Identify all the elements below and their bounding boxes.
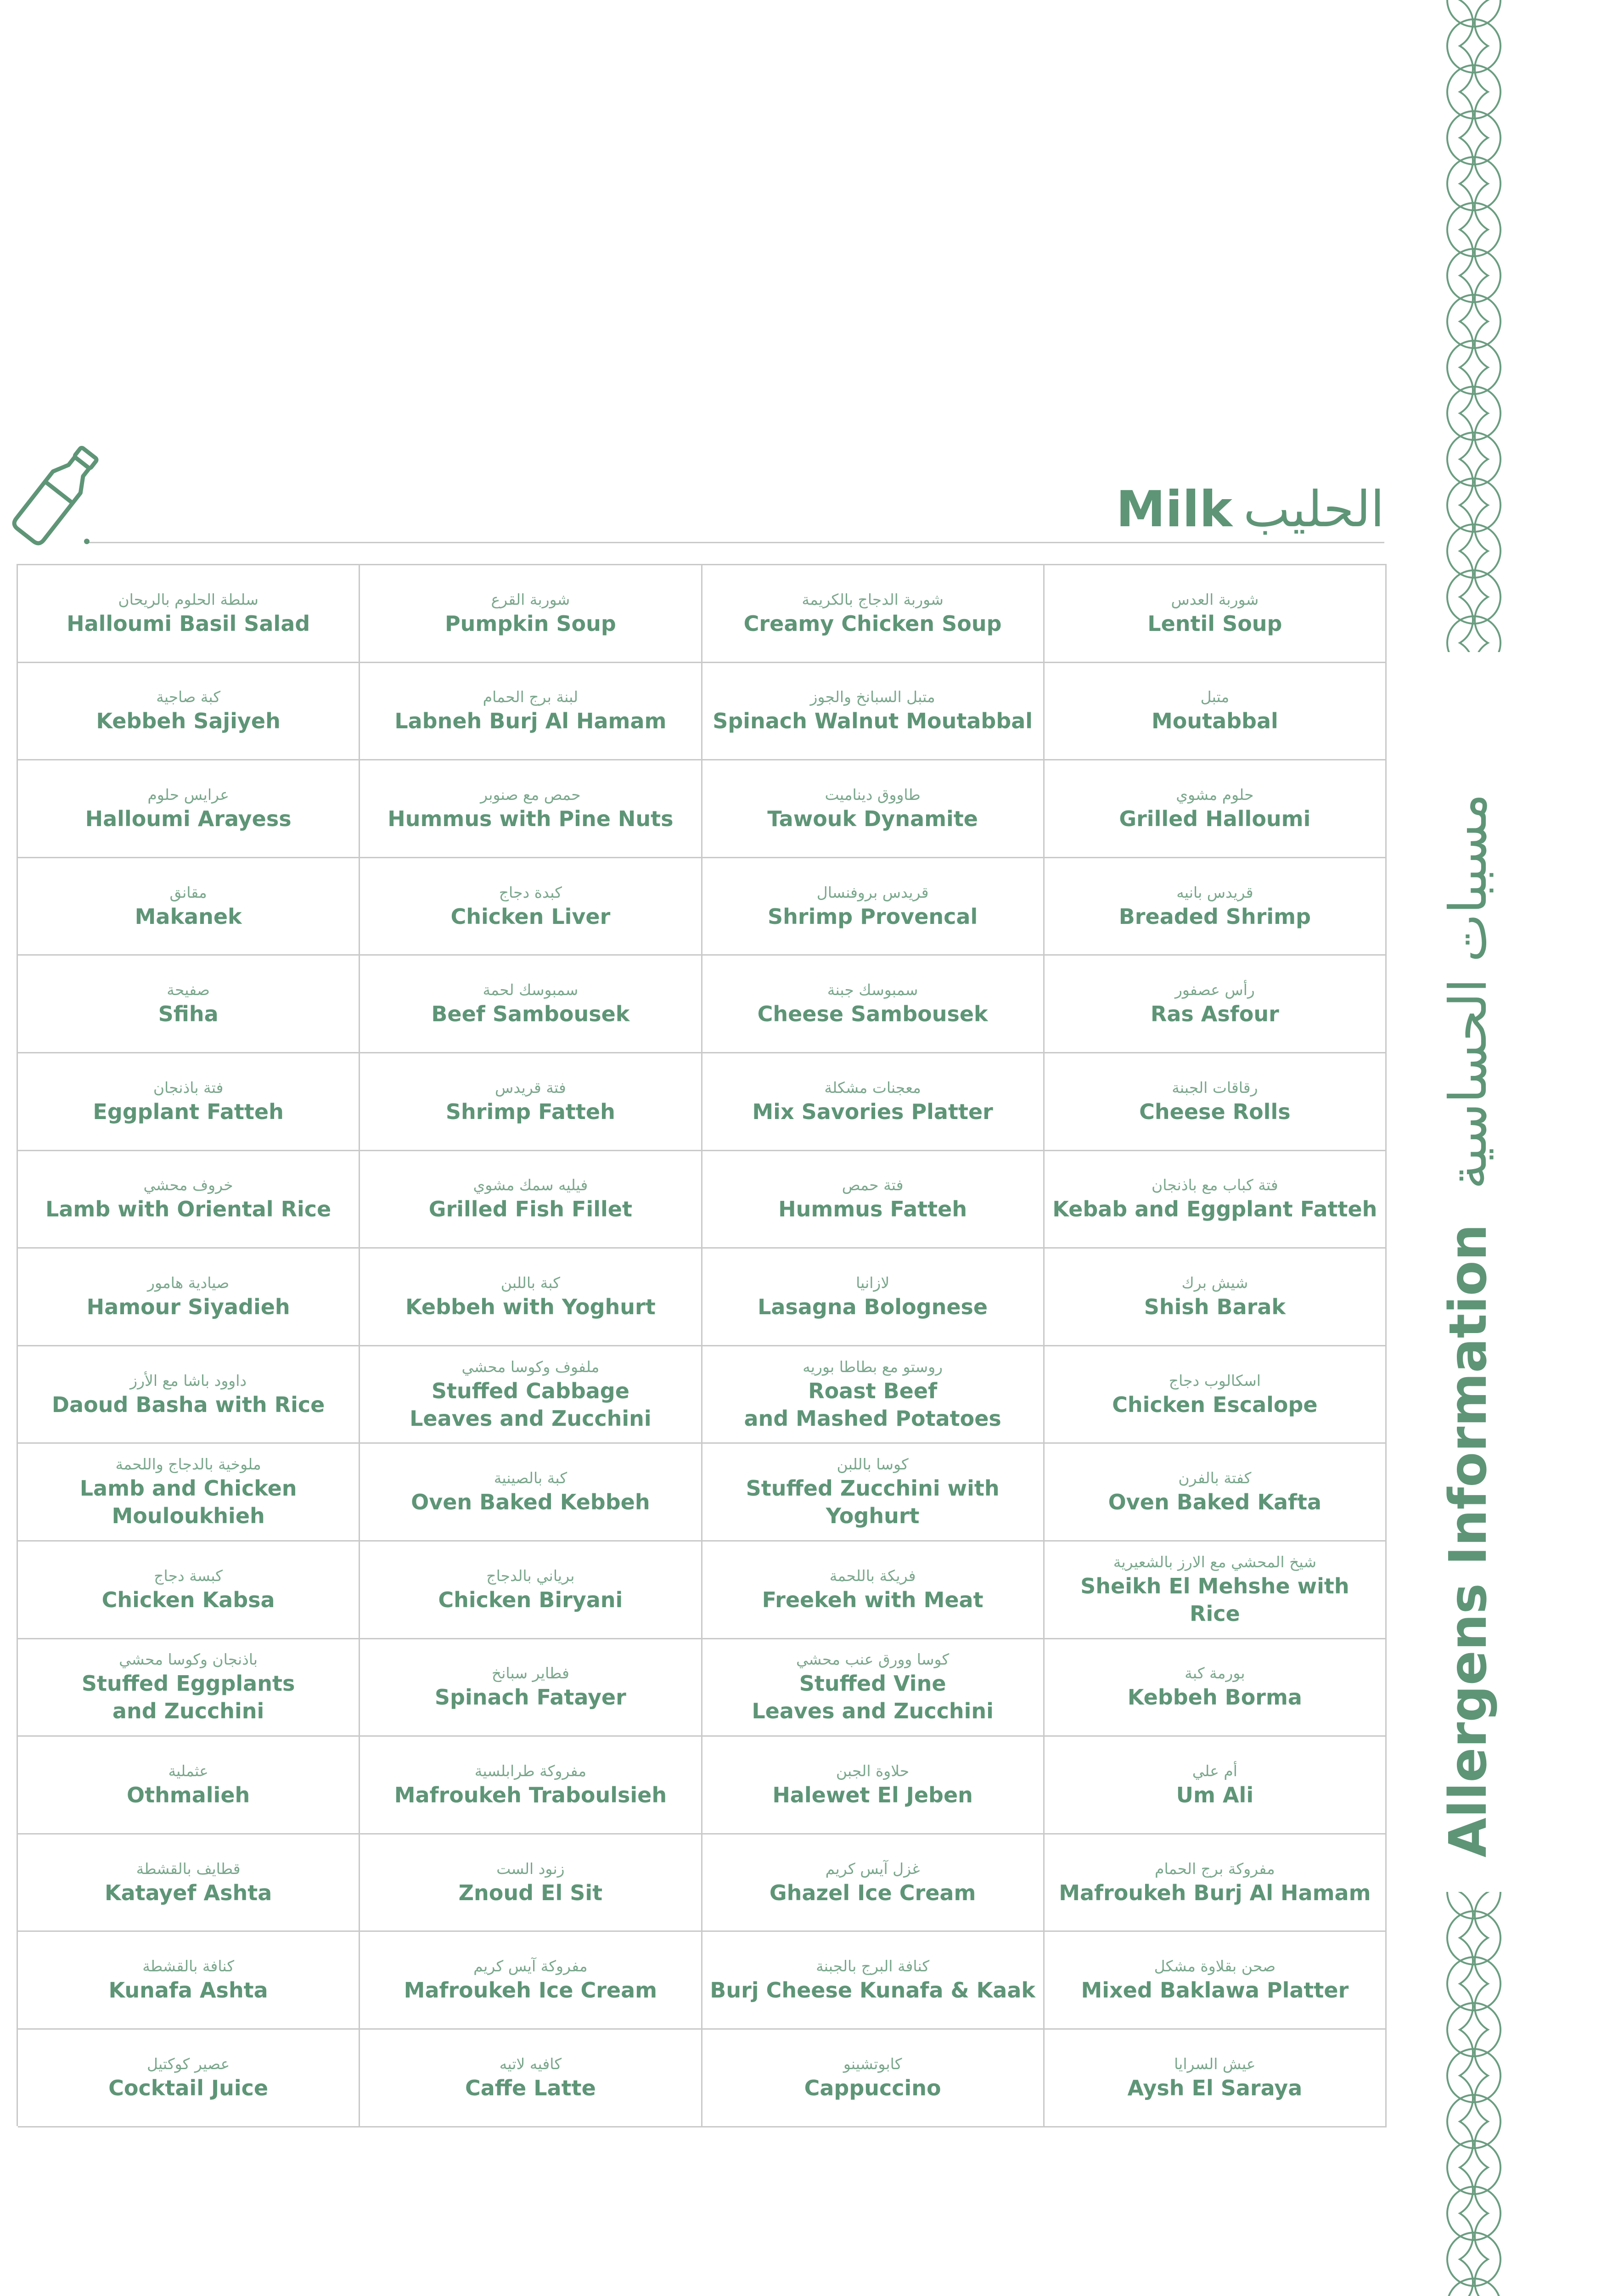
menu-item-english: Mixed Baklawa Platter	[1081, 1978, 1349, 2003]
menu-item-cell	[702, 1346, 1045, 1444]
menu-item-cell	[1045, 1542, 1387, 1639]
menu-item-arabic: سلطة الحلوم بالريحان	[118, 590, 258, 608]
side-banner-arabic: مسببات الحساسية	[1438, 793, 1498, 1189]
menu-item-cell	[18, 1835, 360, 1932]
menu-item-cell	[360, 1835, 702, 1932]
menu-item-arabic: رأس عصفور	[1174, 981, 1255, 999]
menu-item-arabic: لازانيا	[856, 1273, 890, 1292]
menu-item-english: Labneh Burj Al Hamam	[394, 709, 667, 734]
menu-item-cell	[18, 956, 360, 1053]
menu-item-arabic: ملفوف وكوسا محشي	[461, 1357, 600, 1376]
divider-dot	[84, 539, 90, 544]
side-banner	[1438, 664, 1500, 1857]
menu-item-arabic: كابوتشينو	[843, 2054, 902, 2073]
side-banner-title	[1438, 793, 1498, 1857]
menu-item-arabic: داوود باشا مع الأرز	[130, 1371, 247, 1390]
menu-item-cell	[1045, 858, 1387, 956]
menu-item-cell	[1045, 1444, 1387, 1542]
menu-item-arabic: بورمة كبة	[1185, 1664, 1245, 1683]
menu-item-arabic: كوسا وورق عنب محشي	[796, 1650, 950, 1669]
menu-item-english: Cappuccino	[804, 2075, 941, 2100]
menu-item-arabic: كنافة البرج بالجبنة	[816, 1957, 930, 1975]
menu-item-english: Cheese Rolls	[1139, 1099, 1291, 1124]
menu-item-english: Mafroukeh Ice Cream	[404, 1978, 657, 2003]
menu-item-cell	[360, 1346, 702, 1444]
menu-item-cell	[18, 760, 360, 858]
menu-item-english: Stuffed Cabbage Leaves and Zucchini	[410, 1378, 652, 1431]
menu-item-english: Freekeh with Meat	[762, 1587, 983, 1612]
menu-item-arabic: عصير كوكتيل	[146, 2054, 230, 2073]
menu-item-arabic: عثملية	[168, 1761, 208, 1780]
menu-item-cell	[1045, 2030, 1387, 2127]
section-title	[1116, 482, 1384, 537]
menu-item-arabic: كبة صاجية	[156, 688, 221, 706]
menu-item-arabic: روستو مع بطاطا بوريه	[803, 1357, 943, 1376]
menu-item-arabic: مفروكة طرابلسية	[474, 1761, 586, 1780]
menu-item-arabic: ملوخية بالدجاج واللحمة	[115, 1455, 261, 1474]
menu-item-english: Grilled Fish Fillet	[428, 1197, 632, 1222]
menu-item-english: Othmalieh	[126, 1782, 250, 1807]
menu-item-english: Cocktail Juice	[108, 2075, 269, 2100]
menu-item-english: Shrimp Fatteh	[445, 1099, 615, 1124]
menu-item-english: Daoud Basha with Rice	[51, 1392, 325, 1417]
menu-item-cell	[360, 956, 702, 1053]
menu-item-english: Znoud El Sit	[458, 1880, 603, 1905]
menu-item-arabic: برياني بالدجاج	[486, 1566, 575, 1585]
menu-item-english: Chicken Biryani	[438, 1587, 623, 1612]
menu-item-cell	[1045, 1737, 1387, 1835]
menu-item-cell	[360, 760, 702, 858]
decorative-pattern-top	[1446, 0, 1501, 652]
menu-item-english: Oven Baked Kafta	[1108, 1490, 1322, 1515]
menu-item-cell	[360, 1151, 702, 1249]
menu-item-cell	[1045, 1932, 1387, 2030]
menu-item-cell	[360, 1444, 702, 1542]
menu-item-english: Chicken Kabsa	[101, 1587, 275, 1612]
menu-item-arabic: غزل آيس كريم	[825, 1859, 920, 1878]
menu-item-arabic: كنافة بالقشطة	[142, 1957, 235, 1975]
menu-item-cell	[1045, 956, 1387, 1053]
menu-item-english: Chicken Escalope	[1112, 1392, 1318, 1417]
menu-item-arabic: حمص مع صنوبر	[480, 785, 581, 804]
menu-item-cell	[1045, 1639, 1387, 1737]
menu-item-cell	[1045, 1249, 1387, 1346]
menu-item-cell	[18, 1542, 360, 1639]
menu-item-arabic: قريدس بروفنسال	[816, 883, 929, 901]
menu-item-english: Pumpkin Soup	[444, 611, 616, 636]
menu-item-cell	[702, 1249, 1045, 1346]
menu-item-cell	[702, 1542, 1045, 1639]
menu-item-arabic: قطايف بالقشطة	[136, 1859, 241, 1878]
menu-item-arabic: كبة بالصينية	[494, 1469, 568, 1487]
menu-item-english: Stuffed Vine Leaves and Zucchini	[752, 1671, 994, 1724]
menu-item-cell	[702, 1151, 1045, 1249]
menu-item-cell	[360, 1932, 702, 2030]
menu-item-arabic: معجنات مشكلة	[824, 1078, 921, 1097]
menu-item-arabic: خروف محشي	[143, 1176, 233, 1194]
menu-item-english: Halloumi Arayess	[85, 806, 292, 831]
menu-item-cell	[1045, 663, 1387, 761]
menu-item-english: Moutabbal	[1151, 709, 1278, 734]
menu-item-arabic: أم علي	[1192, 1761, 1237, 1780]
menu-item-english: Mafroukeh Traboulsieh	[394, 1782, 667, 1807]
menu-item-english: Kunafa Ashta	[108, 1978, 268, 2003]
menu-item-arabic: فيليه سمك مشوي	[473, 1176, 588, 1194]
menu-item-cell	[18, 1151, 360, 1249]
menu-item-english: Mix Savories Platter	[752, 1099, 993, 1124]
menu-item-english: Stuffed Zucchini with Yoghurt	[746, 1476, 1000, 1529]
menu-item-cell	[1045, 1053, 1387, 1151]
menu-item-english: Kebbeh Sajiyeh	[96, 709, 281, 734]
menu-item-english: Halewet El Jeben	[772, 1782, 973, 1807]
menu-item-arabic: مقانق	[169, 883, 207, 901]
menu-item-english: Shish Barak	[1144, 1294, 1286, 1319]
menu-item-arabic: عرايس حلوم	[147, 785, 229, 804]
menu-item-cell	[360, 663, 702, 761]
menu-item-cell	[702, 1444, 1045, 1542]
menu-item-cell	[18, 1737, 360, 1835]
menu-item-english: Breaded Shrimp	[1118, 904, 1311, 929]
menu-item-arabic: لبنة برج الحمام	[483, 688, 579, 706]
menu-item-english: Stuffed Eggplants and Zucchini	[81, 1671, 295, 1724]
menu-item-cell	[702, 760, 1045, 858]
menu-item-english: Hamour Siyadieh	[86, 1294, 290, 1319]
menu-item-english: Sheikh El Mehshe with Rice	[1080, 1573, 1349, 1626]
menu-item-cell	[18, 663, 360, 761]
menu-item-english: Lasagna Bolognese	[758, 1294, 988, 1319]
menu-item-cell	[360, 1542, 702, 1639]
menu-item-english: Um Ali	[1176, 1782, 1254, 1807]
menu-item-arabic: صفيحة	[167, 981, 210, 999]
menu-item-cell	[18, 1249, 360, 1346]
menu-item-arabic: فطاير سبانخ	[491, 1664, 569, 1683]
section-title-english: Milk	[1116, 481, 1232, 538]
menu-item-arabic: عيش السرايا	[1174, 2054, 1256, 2073]
menu-item-cell	[360, 858, 702, 956]
menu-item-cell	[1045, 565, 1387, 663]
menu-item-english: Shrimp Provencal	[768, 904, 978, 929]
menu-item-english: Sfiha	[158, 1002, 219, 1027]
menu-item-arabic: زنود الست	[496, 1859, 565, 1878]
menu-item-cell	[702, 1053, 1045, 1151]
menu-item-arabic: شيخ المحشي مع الارز بالشعيرية	[1113, 1553, 1316, 1571]
menu-item-english: Tawouk Dynamite	[767, 806, 978, 831]
menu-item-cell	[18, 858, 360, 956]
menu-item-cell	[360, 1639, 702, 1737]
menu-item-arabic: متبل السبانخ والجوز	[810, 688, 935, 706]
menu-item-english: Oven Baked Kebbeh	[411, 1490, 650, 1515]
menu-item-arabic: سمبوسك لحمة	[483, 981, 579, 999]
menu-item-english: Ras Asfour	[1150, 1002, 1279, 1027]
menu-item-english: Chicken Liver	[450, 904, 611, 929]
menu-item-english: Lentil Soup	[1147, 611, 1282, 636]
menu-item-english: Roast Beef and Mashed Potatoes	[744, 1378, 1001, 1431]
menu-item-arabic: فتة كباب مع باذنجان	[1152, 1176, 1278, 1194]
menu-item-cell	[18, 1444, 360, 1542]
menu-item-arabic: اسكالوب دجاج	[1169, 1371, 1261, 1390]
menu-item-english: Caffe Latte	[465, 2075, 596, 2100]
menu-item-arabic: مفروكة برج الحمام	[1155, 1859, 1275, 1878]
menu-item-arabic: حلوم مشوي	[1176, 785, 1254, 804]
menu-item-cell	[702, 1932, 1045, 2030]
menu-item-cell	[702, 858, 1045, 956]
menu-item-cell	[702, 956, 1045, 1053]
section-title-arabic: الحليب	[1243, 481, 1384, 538]
menu-item-english: Mafroukeh Burj Al Hamam	[1059, 1880, 1371, 1905]
menu-item-english: Kebbeh Borma	[1127, 1685, 1302, 1710]
menu-item-english: Hummus with Pine Nuts	[388, 806, 674, 831]
menu-item-cell	[702, 663, 1045, 761]
menu-item-arabic: فتة قريدس	[495, 1078, 566, 1097]
menu-item-arabic: شوربة القرع	[491, 590, 570, 608]
menu-item-cell	[360, 1249, 702, 1346]
menu-item-english: Beef Sambousek	[431, 1002, 630, 1027]
menu-item-arabic: كبدة دجاج	[499, 883, 562, 901]
menu-item-arabic: سمبوسك جبنة	[827, 981, 918, 999]
menu-item-english: Grilled Halloumi	[1119, 806, 1311, 831]
menu-item-arabic: كافيه لاتيه	[499, 2054, 562, 2073]
menu-item-english: Aysh El Saraya	[1127, 2075, 1303, 2100]
menu-item-cell	[360, 2030, 702, 2127]
menu-item-cell	[18, 1639, 360, 1737]
menu-item-arabic: صحن بقلاوة مشكل	[1154, 1957, 1276, 1975]
menu-item-english: Halloumi Basil Salad	[67, 611, 310, 636]
menu-item-english: Hummus Fatteh	[778, 1197, 967, 1222]
menu-item-arabic: باذنجان وكوسا محشي	[119, 1650, 258, 1669]
menu-item-arabic: شوربة الدجاج بالكريمة	[802, 590, 944, 608]
menu-item-english: Spinach Walnut Moutabbal	[713, 709, 1033, 734]
menu-item-english: Burj Cheese Kunafa & Kaak	[710, 1978, 1035, 2003]
menu-item-arabic: شوربة العدس	[1171, 590, 1259, 608]
menu-items-grid	[17, 564, 1387, 2126]
menu-item-english: Cheese Sambousek	[757, 1002, 988, 1027]
menu-item-cell	[360, 565, 702, 663]
menu-item-cell	[1045, 1835, 1387, 1932]
menu-item-english: Kebab and Eggplant Fatteh	[1052, 1197, 1377, 1222]
menu-item-arabic: فريكة باللحمة	[829, 1566, 916, 1585]
menu-item-cell	[18, 1932, 360, 2030]
menu-item-cell	[702, 1737, 1045, 1835]
menu-item-arabic: كفتة بالفرن	[1178, 1469, 1252, 1487]
menu-item-cell	[360, 1053, 702, 1151]
menu-item-arabic: كوسا باللبن	[837, 1455, 909, 1474]
menu-item-english: Katayef Ashta	[104, 1880, 272, 1905]
menu-item-cell	[702, 565, 1045, 663]
menu-item-english: Ghazel Ice Cream	[769, 1880, 976, 1905]
menu-item-cell	[1045, 1346, 1387, 1444]
menu-item-arabic: فتة باذنجان	[153, 1078, 224, 1097]
menu-item-cell	[702, 1639, 1045, 1737]
menu-item-cell	[1045, 1151, 1387, 1249]
menu-item-english: Kebbeh with Yoghurt	[405, 1294, 656, 1319]
menu-item-cell	[702, 1835, 1045, 1932]
side-banner-english: Allergens Information	[1438, 1224, 1498, 1857]
menu-item-cell	[360, 1737, 702, 1835]
menu-item-cell	[18, 2030, 360, 2127]
menu-item-arabic: صيادية هامور	[147, 1273, 230, 1292]
menu-item-arabic: رقاقات الجبنة	[1172, 1078, 1258, 1097]
menu-item-arabic: شيش برك	[1181, 1273, 1248, 1292]
menu-item-arabic: طاووق ديناميت	[825, 785, 921, 804]
menu-item-cell	[1045, 760, 1387, 858]
menu-item-arabic: مفروكة آيس كريم	[473, 1957, 588, 1975]
header-divider	[85, 542, 1384, 543]
menu-item-arabic: كبة باللبن	[500, 1273, 560, 1292]
menu-item-arabic: حلاوة الجبن	[836, 1761, 910, 1780]
menu-item-cell	[18, 1053, 360, 1151]
menu-item-arabic: كبسة دجاج	[154, 1566, 223, 1585]
menu-item-english: Lamb and Chicken Mouloukhieh	[79, 1476, 297, 1529]
menu-item-arabic: متبل	[1200, 688, 1230, 706]
menu-item-arabic: قريدس بانيه	[1176, 883, 1253, 901]
menu-item-english: Creamy Chicken Soup	[743, 611, 1002, 636]
menu-item-english: Makanek	[135, 904, 242, 929]
menu-item-english: Lamb with Oriental Rice	[45, 1197, 332, 1222]
menu-item-english: Eggplant Fatteh	[93, 1099, 284, 1124]
milk-bottle-icon	[10, 441, 102, 551]
decorative-pattern-bottom	[1446, 1892, 1501, 2296]
menu-item-arabic: فتة حمص	[842, 1176, 904, 1194]
menu-item-cell	[702, 2030, 1045, 2127]
menu-item-cell	[18, 565, 360, 663]
menu-item-english: Spinach Fatayer	[434, 1685, 626, 1710]
menu-item-cell	[18, 1346, 360, 1444]
